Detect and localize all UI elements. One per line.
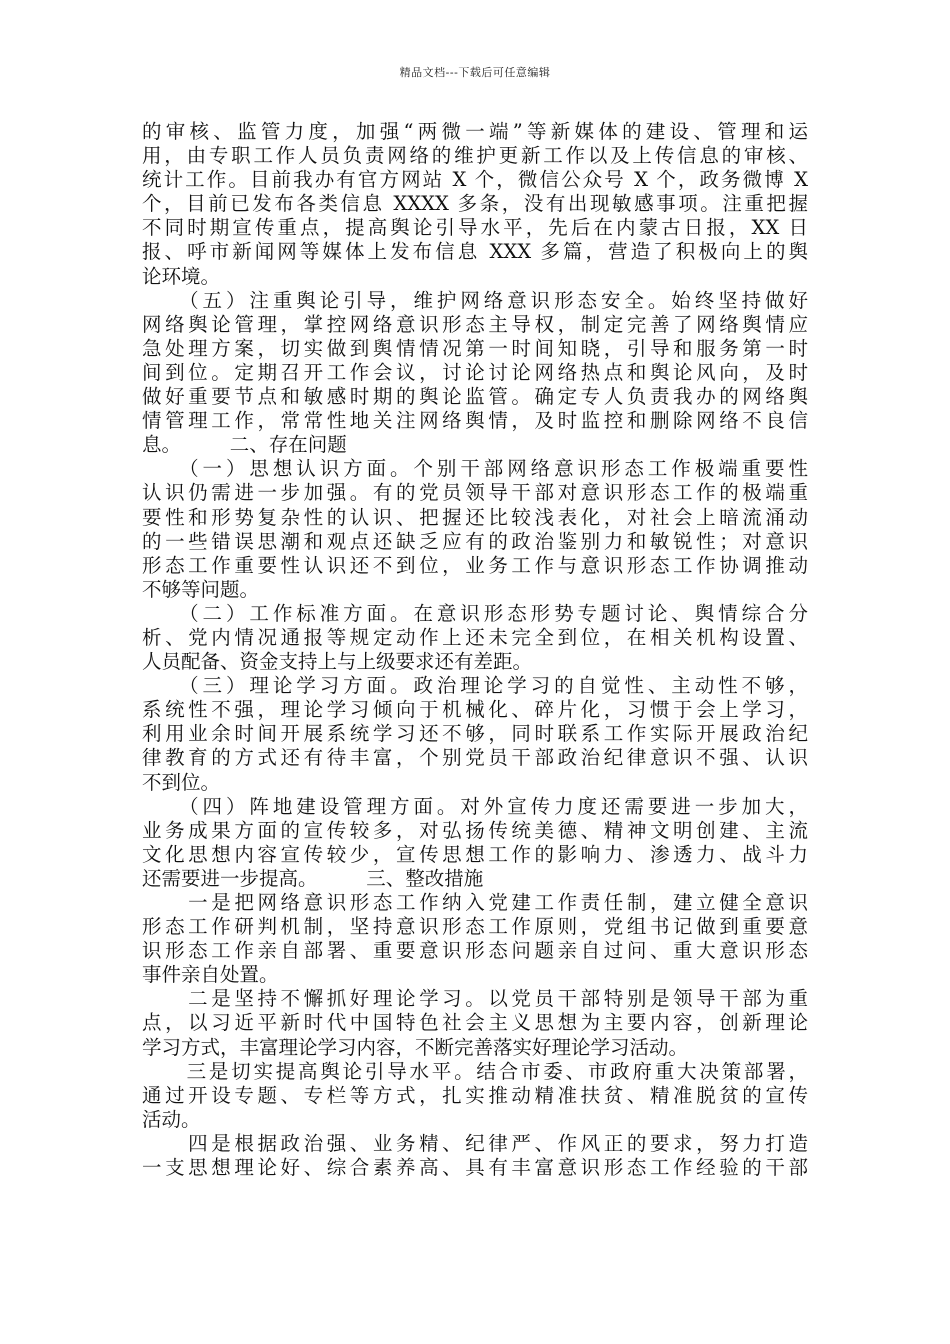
text-line: 识形态工作亲自部署、重要意识形态问题亲自过问、重大意识形态 bbox=[142, 939, 808, 963]
text-line: 情管理工作，常常性地关注网络舆情，及时监控和删除网络不良信 bbox=[142, 409, 808, 433]
text-line: 不同时期宣传重点，提高舆论引导水平，先后在内蒙古日报，XX 日 bbox=[142, 216, 808, 240]
text-line: 个，目前已发布各类信息 XXXX 多条，没有出现敏感事项。注重把握 bbox=[142, 192, 808, 216]
text-line: （三）理论学习方面。政治理论学习的自觉性、主动性不够， bbox=[142, 674, 808, 698]
text-line: 四是根据政治强、业务精、纪律严、作风正的要求，努力打造 bbox=[142, 1131, 808, 1155]
text-line: 的一些错误思潮和观点还缺乏应有的政治鉴别力和敏锐性；对意识 bbox=[142, 529, 808, 553]
text-line: 析、党内情况通报等规定动作上还未完全到位，在相关机构设置、 bbox=[142, 625, 808, 649]
text-line: 人员配备、资金支持上与上级要求还有差距。 bbox=[142, 650, 533, 674]
page-header: 精品文档---下载后可任意编辑 bbox=[399, 66, 551, 79]
document-body bbox=[142, 120, 808, 1180]
text-line: 不够等问题。 bbox=[142, 577, 260, 601]
text-line: 事件亲自处置。 bbox=[142, 963, 279, 987]
text-line: 论环境。 bbox=[142, 264, 221, 288]
text-line: 三是切实提高舆论引导水平。结合市委、市政府重大决策部署， bbox=[142, 1059, 808, 1083]
text-line: 急处理方案，切实做到舆情情况第一时间知晓，引导和服务第一时 bbox=[142, 336, 808, 360]
text-line: 形态工作重要性认识还不到位，业务工作与意识形态工作协调推动 bbox=[142, 553, 808, 577]
text-line: 还需要进一步提高。 三、整改措施 bbox=[142, 866, 484, 890]
text-line: 不到位。 bbox=[142, 770, 221, 794]
text-line: （二）工作标准方面。在意识形态形势专题讨论、舆情综合分 bbox=[142, 601, 808, 625]
text-line: 的审核、监管力度，加强“两微一端”等新媒体的建设、管理和运 bbox=[142, 120, 808, 143]
text-line: 文化思想内容宣传较少，宣传思想工作的影响力、渗透力、战斗力 bbox=[142, 842, 808, 866]
text-line: 间到位。定期召开工作会议，讨论讨论网络热点和舆论风向，及时 bbox=[142, 360, 808, 384]
text-line: 报、呼市新闻网等媒体上发布信息 XXX 多篇，营造了积极向上的舆 bbox=[142, 240, 808, 264]
text-line: 二是坚持不懈抓好理论学习。以党员干部特别是领导干部为重 bbox=[142, 987, 808, 1011]
text-line: 认识仍需进一步加强。有的党员领导干部对意识形态工作的极端重 bbox=[142, 481, 808, 505]
text-line: 一支思想理论好、综合素养高、具有丰富意识形态工作经验的干部 bbox=[142, 1156, 808, 1180]
text-line: 活动。 bbox=[142, 1107, 201, 1131]
text-line: （一）思想认识方面。个别干部网络意识形态工作极端重要性 bbox=[142, 457, 808, 481]
text-line: 学习方式，丰富理论学习内容，不断完善落实好理论学习活动。 bbox=[142, 1035, 689, 1059]
text-line: 形态工作研判机制，坚持意识形态工作原则，党组书记做到重要意 bbox=[142, 915, 808, 939]
text-line: 通过开设专题、专栏等方式，扎实推动精准扶贫、精准脱贫的宣传 bbox=[142, 1083, 808, 1107]
text-line: （五）注重舆论引导，维护网络意识形态安全。始终坚持做好 bbox=[142, 288, 808, 312]
text-line: 业务成果方面的宣传较多，对弘扬传统美德、精神文明创建、主流 bbox=[142, 818, 808, 842]
text-line: 做好重要节点和敏感时期的舆论监管。确定专人负责我办的网络舆 bbox=[142, 385, 808, 409]
text-line: 系统性不强，理论学习倾向于机械化、碎片化，习惯于会上学习， bbox=[142, 698, 808, 722]
text-line: 要性和形势复杂性的认识、把握还比较浅表化，对社会上暗流涌动 bbox=[142, 505, 808, 529]
text-line: 息。 二、存在问题 bbox=[142, 433, 347, 457]
text-line: 利用业余时间开展系统学习还不够，同时联系工作实际开展政治纪 bbox=[142, 722, 808, 746]
text-line: 一是把网络意识形态工作纳入党建工作责任制，建立健全意识 bbox=[142, 891, 808, 914]
text-line: 律教育的方式还有待丰富，个别党员干部政治纪律意识不强、认识 bbox=[142, 746, 808, 770]
text-line: 点，以习近平新时代中国特色社会主义思想为主要内容，创新理论 bbox=[142, 1011, 808, 1035]
text-line: （四）阵地建设管理方面。对外宣传力度还需要进一步加大， bbox=[142, 794, 808, 818]
text-line: 网络舆论管理，掌控网络意识形态主导权，制定完善了网络舆情应 bbox=[142, 312, 808, 336]
text-line: 统计工作。目前我办有官方网站 X 个，微信公众号 X 个，政务微博 X bbox=[142, 168, 808, 192]
text-line: 用，由专职工作人员负责网络的维护更新工作以及上传信息的审核、 bbox=[142, 144, 808, 168]
